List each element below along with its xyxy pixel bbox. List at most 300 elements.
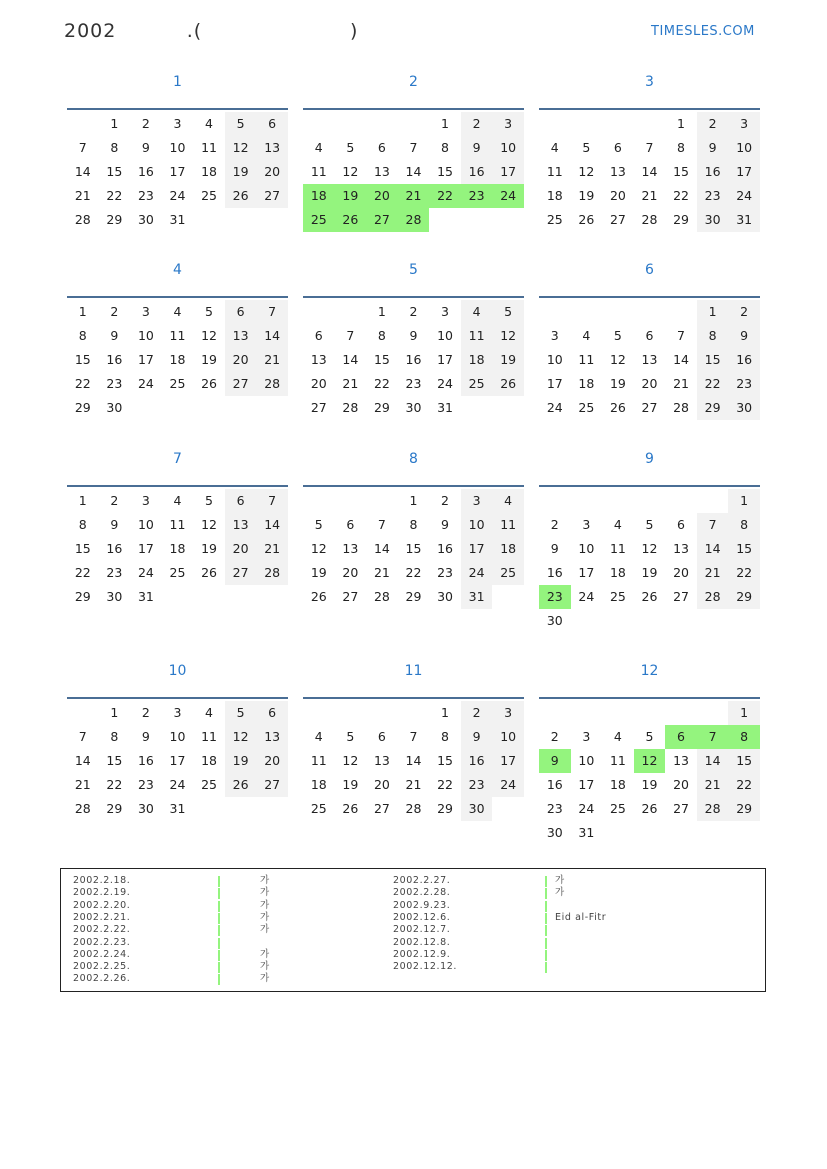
- day-cell[interactable]: 28: [373, 589, 390, 604]
- day-cell[interactable]: 22: [697, 372, 729, 396]
- day-cell[interactable]: 20: [225, 537, 257, 561]
- day-cell[interactable]: 28: [697, 797, 729, 821]
- day-cell[interactable]: 7: [697, 513, 729, 537]
- day-cell[interactable]: 1: [441, 116, 449, 131]
- day-cell[interactable]: 18: [169, 352, 186, 367]
- day-cell[interactable]: 7: [697, 725, 729, 749]
- day-cell[interactable]: 10: [461, 513, 493, 537]
- day-cell[interactable]: 18: [609, 777, 626, 792]
- day-cell[interactable]: 10: [169, 140, 186, 155]
- day-cell[interactable]: 16: [461, 749, 493, 773]
- day-cell[interactable]: 11: [546, 164, 563, 179]
- day-cell[interactable]: 22: [373, 376, 390, 391]
- day-cell[interactable]: 22: [106, 777, 123, 792]
- day-cell[interactable]: 17: [437, 352, 453, 367]
- day-cell[interactable]: 17: [461, 537, 493, 561]
- day-cell[interactable]: 8: [728, 513, 760, 537]
- day-cell[interactable]: 12: [225, 725, 257, 749]
- day-cell[interactable]: 27: [256, 773, 288, 797]
- day-cell[interactable]: 4: [205, 705, 213, 720]
- day-cell[interactable]: 8: [377, 328, 386, 343]
- day-cell[interactable]: 27: [609, 212, 626, 227]
- day-cell[interactable]: 21: [405, 777, 422, 792]
- day-cell[interactable]: 10: [137, 328, 154, 343]
- day-cell[interactable]: 11: [310, 753, 327, 768]
- day-cell[interactable]: 16: [405, 352, 422, 367]
- day-cell[interactable]: 23: [539, 585, 571, 609]
- day-cell[interactable]: 18: [461, 348, 493, 372]
- day-cell[interactable]: 19: [641, 777, 658, 792]
- day-cell[interactable]: 17: [169, 753, 186, 768]
- day-cell[interactable]: 17: [578, 565, 595, 580]
- day-cell[interactable]: 13: [256, 136, 288, 160]
- day-cell[interactable]: 6: [225, 489, 257, 513]
- day-cell[interactable]: 4: [613, 517, 622, 532]
- day-cell[interactable]: 8: [697, 324, 729, 348]
- day-cell[interactable]: 15: [728, 749, 760, 773]
- day-cell[interactable]: 18: [578, 376, 595, 391]
- day-cell[interactable]: 14: [641, 164, 658, 179]
- day-cell[interactable]: 24: [137, 376, 154, 391]
- day-cell[interactable]: 1: [441, 705, 449, 720]
- day-cell[interactable]: 26: [492, 372, 524, 396]
- day-cell[interactable]: 14: [405, 164, 422, 179]
- day-cell[interactable]: 18: [310, 777, 327, 792]
- day-cell[interactable]: 20: [225, 348, 257, 372]
- day-cell[interactable]: 3: [582, 517, 591, 532]
- day-cell[interactable]: 8: [728, 725, 760, 749]
- day-cell[interactable]: 25: [201, 777, 217, 792]
- day-cell[interactable]: 25: [546, 212, 563, 227]
- day-cell[interactable]: 24: [492, 184, 524, 208]
- day-cell[interactable]: 17: [492, 160, 524, 184]
- day-cell[interactable]: 12: [578, 164, 595, 179]
- day-cell[interactable]: 9: [550, 541, 559, 556]
- day-cell[interactable]: 16: [137, 753, 154, 768]
- day-cell[interactable]: 1: [728, 701, 760, 725]
- day-cell[interactable]: 23: [137, 777, 154, 792]
- day-cell[interactable]: 7: [677, 328, 685, 343]
- day-cell[interactable]: 16: [106, 541, 123, 556]
- day-cell[interactable]: 16: [106, 352, 123, 367]
- day-cell[interactable]: 25: [609, 589, 626, 604]
- day-cell[interactable]: 23: [461, 773, 493, 797]
- day-cell[interactable]: 24: [461, 561, 493, 585]
- day-cell[interactable]: 11: [169, 328, 186, 343]
- day-cell[interactable]: 29: [728, 585, 760, 609]
- day-cell[interactable]: 1: [78, 304, 87, 319]
- day-cell[interactable]: 10: [492, 136, 524, 160]
- day-cell[interactable]: 27: [641, 400, 658, 415]
- day-cell[interactable]: 26: [342, 801, 359, 816]
- day-cell[interactable]: 22: [437, 777, 453, 792]
- day-cell[interactable]: 6: [256, 112, 288, 136]
- day-cell[interactable]: 5: [582, 140, 591, 155]
- day-cell[interactable]: 6: [665, 725, 697, 749]
- day-cell[interactable]: 16: [437, 541, 453, 556]
- day-cell[interactable]: 6: [346, 517, 355, 532]
- day-cell[interactable]: 8: [78, 517, 87, 532]
- day-cell[interactable]: 1: [677, 116, 685, 131]
- day-cell[interactable]: 25: [461, 372, 493, 396]
- day-cell[interactable]: 23: [137, 188, 154, 203]
- day-cell[interactable]: 3: [728, 112, 760, 136]
- day-cell[interactable]: 29: [74, 400, 91, 415]
- day-cell[interactable]: 24: [169, 777, 186, 792]
- day-cell[interactable]: 11: [201, 140, 217, 155]
- day-cell[interactable]: 30: [728, 396, 760, 420]
- day-cell[interactable]: 29: [728, 797, 760, 821]
- day-cell[interactable]: 17: [137, 541, 154, 556]
- day-cell[interactable]: 23: [546, 801, 563, 816]
- day-cell[interactable]: 1: [728, 489, 760, 513]
- day-cell[interactable]: 21: [398, 184, 430, 208]
- day-cell[interactable]: 24: [492, 773, 524, 797]
- day-cell[interactable]: 7: [377, 517, 386, 532]
- day-cell[interactable]: 1: [697, 300, 729, 324]
- day-cell[interactable]: 21: [256, 537, 288, 561]
- day-cell[interactable]: 17: [546, 376, 563, 391]
- day-cell[interactable]: 26: [310, 589, 327, 604]
- day-cell[interactable]: 13: [641, 352, 658, 367]
- day-cell[interactable]: 13: [225, 513, 257, 537]
- day-cell[interactable]: 27: [225, 561, 257, 585]
- day-cell[interactable]: 14: [256, 513, 288, 537]
- day-cell[interactable]: 1: [377, 304, 386, 319]
- day-cell[interactable]: 30: [546, 613, 563, 628]
- day-cell[interactable]: 3: [582, 729, 591, 744]
- day-cell[interactable]: 17: [492, 749, 524, 773]
- day-cell[interactable]: 19: [578, 188, 595, 203]
- day-cell[interactable]: 13: [342, 541, 359, 556]
- day-cell[interactable]: 27: [310, 400, 327, 415]
- day-cell[interactable]: 3: [173, 705, 182, 720]
- day-cell[interactable]: 7: [409, 729, 418, 744]
- day-cell[interactable]: 30: [137, 212, 154, 227]
- day-cell[interactable]: 11: [461, 324, 493, 348]
- day-cell[interactable]: 7: [78, 140, 87, 155]
- day-cell[interactable]: 12: [641, 541, 658, 556]
- day-cell[interactable]: 5: [645, 729, 654, 744]
- day-cell[interactable]: 22: [74, 565, 91, 580]
- day-cell[interactable]: 13: [225, 324, 257, 348]
- day-cell[interactable]: 5: [492, 300, 524, 324]
- day-cell[interactable]: 29: [405, 589, 422, 604]
- day-cell[interactable]: 10: [578, 541, 595, 556]
- day-cell[interactable]: 25: [169, 376, 186, 391]
- day-cell[interactable]: 23: [461, 184, 493, 208]
- day-cell[interactable]: 18: [303, 184, 335, 208]
- day-cell[interactable]: 9: [697, 136, 729, 160]
- day-cell[interactable]: 2: [461, 112, 493, 136]
- day-cell[interactable]: 6: [677, 517, 685, 532]
- day-cell[interactable]: 5: [205, 493, 213, 508]
- day-cell[interactable]: 18: [546, 188, 563, 203]
- day-cell[interactable]: 20: [310, 376, 327, 391]
- day-cell[interactable]: 4: [173, 304, 182, 319]
- day-cell[interactable]: 15: [437, 164, 453, 179]
- day-cell[interactable]: 10: [437, 328, 453, 343]
- day-cell[interactable]: 8: [78, 328, 87, 343]
- day-cell[interactable]: 15: [106, 164, 123, 179]
- day-cell[interactable]: 26: [609, 400, 626, 415]
- day-cell[interactable]: 18: [201, 753, 217, 768]
- day-cell[interactable]: 11: [201, 729, 217, 744]
- day-cell[interactable]: 6: [645, 328, 654, 343]
- day-cell[interactable]: 29: [673, 212, 689, 227]
- day-cell[interactable]: 30: [106, 589, 123, 604]
- day-cell[interactable]: 10: [546, 352, 563, 367]
- day-cell[interactable]: 26: [335, 208, 367, 232]
- day-cell[interactable]: 28: [673, 400, 689, 415]
- day-cell[interactable]: 7: [78, 729, 87, 744]
- day-cell[interactable]: 25: [303, 208, 335, 232]
- day-cell[interactable]: 5: [205, 304, 213, 319]
- site-brand-link[interactable]: TIMESLES.COM: [651, 24, 755, 39]
- day-cell[interactable]: 27: [256, 184, 288, 208]
- day-cell[interactable]: 17: [137, 352, 154, 367]
- day-cell[interactable]: 2: [141, 116, 150, 131]
- day-cell[interactable]: 4: [550, 140, 559, 155]
- day-cell[interactable]: 9: [461, 136, 493, 160]
- day-cell[interactable]: 31: [578, 825, 595, 840]
- day-cell[interactable]: 4: [205, 116, 213, 131]
- day-cell[interactable]: 19: [310, 565, 327, 580]
- day-cell[interactable]: 29: [74, 589, 91, 604]
- day-cell[interactable]: 28: [398, 208, 430, 232]
- day-cell[interactable]: 11: [492, 513, 524, 537]
- day-cell[interactable]: 16: [728, 348, 760, 372]
- day-cell[interactable]: 15: [373, 352, 390, 367]
- day-cell[interactable]: 10: [169, 729, 186, 744]
- day-cell[interactable]: 25: [310, 801, 327, 816]
- day-cell[interactable]: 20: [673, 565, 689, 580]
- day-cell[interactable]: 29: [373, 400, 390, 415]
- day-cell[interactable]: 6: [377, 729, 386, 744]
- day-cell[interactable]: 18: [609, 565, 626, 580]
- day-cell[interactable]: 22: [429, 184, 461, 208]
- day-cell[interactable]: 19: [492, 348, 524, 372]
- day-cell[interactable]: 9: [539, 749, 571, 773]
- day-cell[interactable]: 28: [405, 801, 422, 816]
- day-cell[interactable]: 4: [582, 328, 591, 343]
- day-cell[interactable]: 2: [697, 112, 729, 136]
- day-cell[interactable]: 14: [697, 537, 729, 561]
- day-cell[interactable]: 21: [342, 376, 359, 391]
- day-cell[interactable]: 8: [441, 729, 449, 744]
- day-cell[interactable]: 15: [74, 541, 91, 556]
- day-cell[interactable]: 12: [201, 517, 217, 532]
- day-cell[interactable]: 11: [310, 164, 327, 179]
- day-cell[interactable]: 14: [256, 324, 288, 348]
- day-cell[interactable]: 31: [461, 585, 493, 609]
- day-cell[interactable]: 3: [461, 489, 493, 513]
- day-cell[interactable]: 30: [137, 801, 154, 816]
- day-cell[interactable]: 21: [373, 565, 390, 580]
- day-cell[interactable]: 13: [373, 164, 390, 179]
- day-cell[interactable]: 16: [461, 160, 493, 184]
- day-cell[interactable]: 2: [441, 493, 449, 508]
- day-cell[interactable]: 17: [169, 164, 186, 179]
- day-cell[interactable]: 23: [697, 184, 729, 208]
- day-cell[interactable]: 23: [405, 376, 422, 391]
- day-cell[interactable]: 12: [342, 753, 359, 768]
- day-cell[interactable]: 12: [201, 328, 217, 343]
- day-cell[interactable]: 12: [634, 749, 666, 773]
- day-cell[interactable]: 25: [492, 561, 524, 585]
- day-cell[interactable]: 9: [728, 324, 760, 348]
- day-cell[interactable]: 21: [697, 561, 729, 585]
- day-cell[interactable]: 3: [141, 304, 150, 319]
- day-cell[interactable]: 15: [697, 348, 729, 372]
- day-cell[interactable]: 26: [641, 801, 658, 816]
- day-cell[interactable]: 13: [609, 164, 626, 179]
- day-cell[interactable]: 9: [441, 517, 449, 532]
- day-cell[interactable]: 6: [377, 140, 386, 155]
- day-cell[interactable]: 24: [728, 184, 760, 208]
- day-cell[interactable]: 9: [141, 140, 150, 155]
- day-cell[interactable]: 14: [673, 352, 689, 367]
- day-cell[interactable]: 3: [141, 493, 150, 508]
- day-cell[interactable]: 3: [492, 112, 524, 136]
- day-cell[interactable]: 22: [673, 188, 689, 203]
- day-cell[interactable]: 15: [673, 164, 689, 179]
- day-cell[interactable]: 5: [314, 517, 323, 532]
- day-cell[interactable]: 26: [225, 184, 257, 208]
- day-cell[interactable]: 14: [373, 541, 390, 556]
- day-cell[interactable]: 1: [110, 116, 119, 131]
- day-cell[interactable]: 24: [546, 400, 563, 415]
- day-cell[interactable]: 20: [342, 565, 359, 580]
- day-cell[interactable]: 2: [110, 493, 119, 508]
- day-cell[interactable]: 27: [366, 208, 398, 232]
- day-cell[interactable]: 22: [106, 188, 123, 203]
- day-cell[interactable]: 31: [137, 589, 154, 604]
- day-cell[interactable]: 7: [256, 489, 288, 513]
- day-cell[interactable]: 22: [728, 773, 760, 797]
- day-cell[interactable]: 12: [225, 136, 257, 160]
- day-cell[interactable]: 19: [335, 184, 367, 208]
- day-cell[interactable]: 27: [225, 372, 257, 396]
- day-cell[interactable]: 27: [342, 589, 359, 604]
- day-cell[interactable]: 27: [373, 801, 390, 816]
- day-cell[interactable]: 27: [673, 589, 689, 604]
- day-cell[interactable]: 14: [74, 164, 91, 179]
- day-cell[interactable]: 12: [492, 324, 524, 348]
- day-cell[interactable]: 20: [641, 376, 658, 391]
- day-cell[interactable]: 8: [409, 517, 418, 532]
- day-cell[interactable]: 7: [409, 140, 418, 155]
- day-cell[interactable]: 24: [437, 376, 453, 391]
- day-cell[interactable]: 15: [74, 352, 91, 367]
- day-cell[interactable]: 6: [256, 701, 288, 725]
- day-cell[interactable]: 28: [342, 400, 359, 415]
- day-cell[interactable]: 31: [169, 212, 186, 227]
- day-cell[interactable]: 15: [437, 753, 453, 768]
- day-cell[interactable]: 18: [492, 537, 524, 561]
- day-cell[interactable]: 22: [405, 565, 422, 580]
- day-cell[interactable]: 19: [225, 160, 257, 184]
- day-cell[interactable]: 8: [441, 140, 449, 155]
- day-cell[interactable]: 15: [405, 541, 422, 556]
- day-cell[interactable]: 2: [728, 300, 760, 324]
- day-cell[interactable]: 5: [225, 112, 257, 136]
- day-cell[interactable]: 21: [74, 777, 91, 792]
- day-cell[interactable]: 20: [256, 160, 288, 184]
- day-cell[interactable]: 20: [256, 749, 288, 773]
- day-cell[interactable]: 5: [225, 701, 257, 725]
- day-cell[interactable]: 10: [137, 517, 154, 532]
- day-cell[interactable]: 21: [256, 348, 288, 372]
- day-cell[interactable]: 25: [609, 801, 626, 816]
- day-cell[interactable]: 13: [373, 753, 390, 768]
- day-cell[interactable]: 4: [314, 729, 323, 744]
- day-cell[interactable]: 4: [492, 489, 524, 513]
- day-cell[interactable]: 10: [578, 753, 595, 768]
- day-cell[interactable]: 31: [437, 400, 453, 415]
- day-cell[interactable]: 28: [74, 801, 91, 816]
- day-cell[interactable]: 14: [697, 749, 729, 773]
- day-cell[interactable]: 6: [314, 328, 323, 343]
- day-cell[interactable]: 31: [728, 208, 760, 232]
- day-cell[interactable]: 14: [342, 352, 359, 367]
- day-cell[interactable]: 13: [673, 541, 689, 556]
- day-cell[interactable]: 25: [201, 188, 217, 203]
- day-cell[interactable]: 21: [74, 188, 91, 203]
- day-cell[interactable]: 30: [405, 400, 422, 415]
- day-cell[interactable]: 4: [613, 729, 622, 744]
- day-cell[interactable]: 7: [346, 328, 355, 343]
- day-cell[interactable]: 17: [578, 777, 595, 792]
- day-cell[interactable]: 3: [550, 328, 559, 343]
- day-cell[interactable]: 30: [437, 589, 453, 604]
- day-cell[interactable]: 24: [137, 565, 154, 580]
- day-cell[interactable]: 17: [728, 160, 760, 184]
- day-cell[interactable]: 5: [613, 328, 622, 343]
- day-cell[interactable]: 19: [641, 565, 658, 580]
- day-cell[interactable]: 2: [461, 701, 493, 725]
- day-cell[interactable]: 16: [697, 160, 729, 184]
- day-cell[interactable]: 12: [342, 164, 359, 179]
- day-cell[interactable]: 28: [697, 585, 729, 609]
- day-cell[interactable]: 13: [256, 725, 288, 749]
- day-cell[interactable]: 13: [310, 352, 327, 367]
- day-cell[interactable]: 1: [409, 493, 418, 508]
- day-cell[interactable]: 29: [106, 801, 123, 816]
- day-cell[interactable]: 14: [405, 753, 422, 768]
- day-cell[interactable]: 11: [578, 352, 595, 367]
- day-cell[interactable]: 22: [728, 561, 760, 585]
- day-cell[interactable]: 10: [728, 136, 760, 160]
- day-cell[interactable]: 16: [546, 777, 563, 792]
- day-cell[interactable]: 7: [645, 140, 654, 155]
- day-cell[interactable]: 2: [141, 705, 150, 720]
- day-cell[interactable]: 16: [137, 164, 154, 179]
- day-cell[interactable]: 9: [110, 517, 119, 532]
- day-cell[interactable]: 19: [201, 352, 217, 367]
- day-cell[interactable]: 13: [673, 753, 689, 768]
- day-cell[interactable]: 27: [673, 801, 689, 816]
- day-cell[interactable]: 11: [609, 541, 626, 556]
- day-cell[interactable]: 2: [550, 729, 559, 744]
- day-cell[interactable]: 7: [256, 300, 288, 324]
- day-cell[interactable]: 5: [645, 517, 654, 532]
- day-cell[interactable]: 4: [173, 493, 182, 508]
- day-cell[interactable]: 18: [169, 541, 186, 556]
- day-cell[interactable]: 5: [346, 140, 355, 155]
- day-cell[interactable]: 12: [310, 541, 327, 556]
- day-cell[interactable]: 30: [546, 825, 563, 840]
